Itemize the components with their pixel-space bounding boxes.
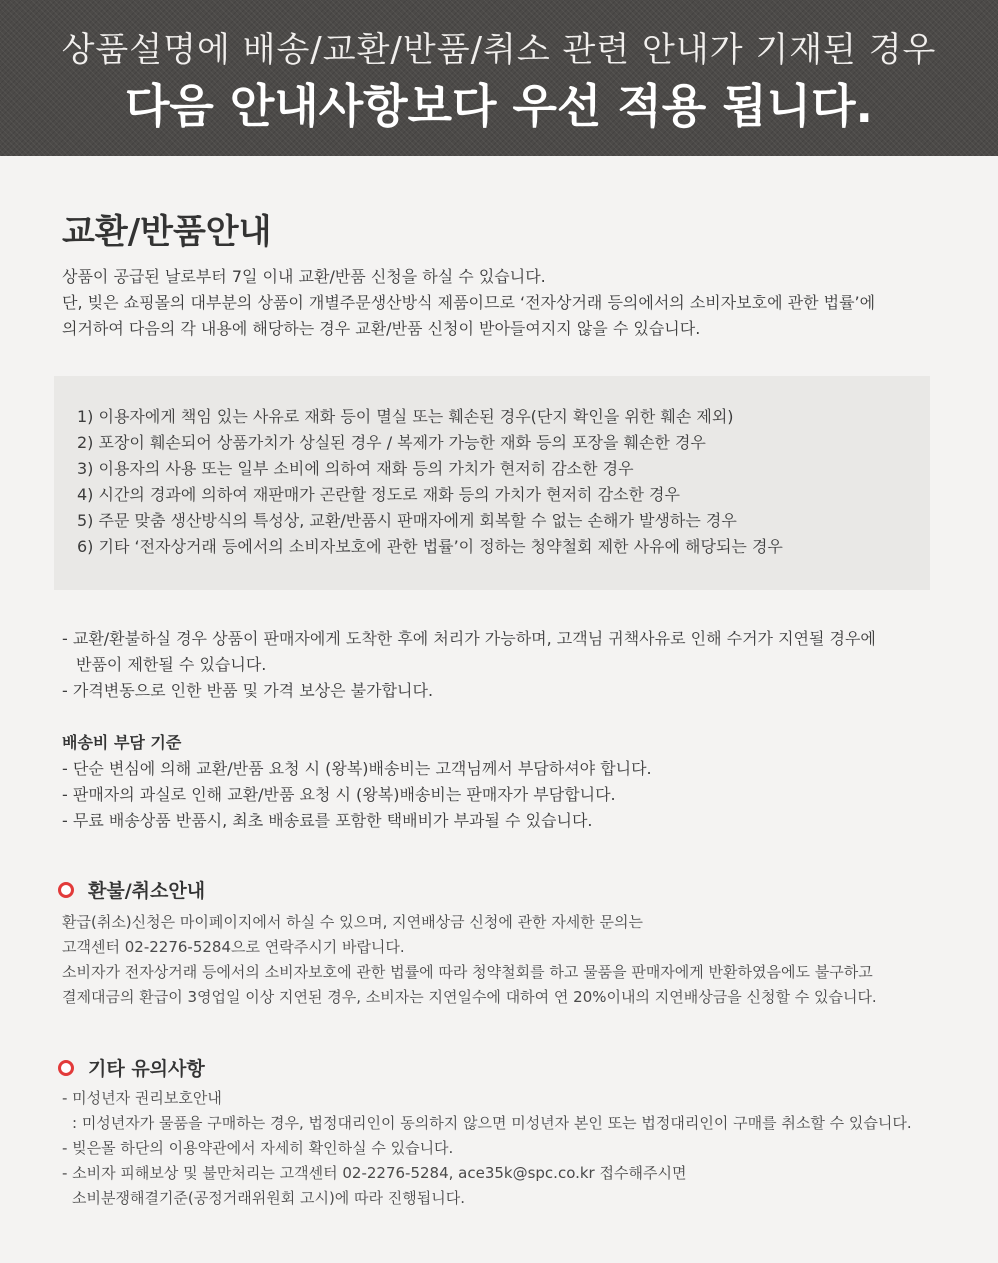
exchange-notes	[62, 626, 876, 704]
etc-line: - 빚은몰 하단의 이용약관에서 자세히 확인하실 수 있습니다.	[62, 1139, 454, 1157]
intro-line: 상품이 공급된 날로부터 7일 이내 교환/반품 신청을 하실 수 있습니다.	[62, 267, 546, 286]
shipping-cost-title: 배송비 부담 기준	[62, 733, 182, 752]
etc-line: - 소비자 피해보상 및 불만처리는 고객센터 02-2276-5284, ace35k@spc.co.kr 접수해주시면	[62, 1164, 687, 1182]
condition-item: 4) 시간의 경과에 의하여 재판매가 곤란할 정도로 재화 등의 가치가 현저히 감소한 경우	[77, 485, 680, 504]
etc-body	[62, 1086, 912, 1211]
banner-subtitle: 상품설명에 배송/교환/반품/취소 관련 안내가 기재된 경우	[61, 30, 937, 70]
condition-item: 5) 주문 맞춤 생산방식의 특성상, 교환/반품시 판매자에게 회복할 수 없는 손해가 발생하는 경우	[77, 511, 737, 530]
note-line: - 교환/환불하실 경우 상품이 판매자에게 도착한 후에 처리가 가능하며, 고객님 귀책사유로 인해 수거가 지연될 경우에	[62, 629, 876, 648]
condition-item: 3) 이용자의 사용 또는 일부 소비에 의하여 재화 등의 가치가 현저히 감소한 경우	[77, 459, 634, 478]
refund-line: 환급(취소)신청은 마이페이지에서 하실 수 있으며, 지연배상금 신청에 관한 자세한 문의는	[62, 913, 644, 931]
note-line-continued: 반품이 제한될 수 있습니다.	[76, 655, 267, 674]
condition-item: 2) 포장이 훼손되어 상품가치가 상실된 경우 / 복제가 가능한 재화 등의 포장을 훼손한 경우	[77, 433, 706, 452]
etc-section-header	[58, 1054, 205, 1081]
circle-bullet-icon	[58, 1060, 74, 1076]
etc-line: - 미성년자 권리보호안내	[62, 1089, 222, 1107]
conditions-box	[54, 376, 930, 590]
shipping-item: - 단순 변심에 의해 교환/반품 요청 시 (왕복)배송비는 고객님께서 부담하셔야 합니다.	[62, 759, 652, 778]
refund-line: 소비자가 전자상거래 등에서의 소비자보호에 관한 법률에 따라 청약철회를 하고 물품을 판매자에게 반환하였음에도 불구하고	[62, 963, 873, 981]
exchange-return-title: 교환/반품안내	[62, 212, 272, 252]
refund-line: 결제대금의 환급이 3영업일 이상 지연된 경우, 소비자는 지연일수에 대하여 연 20%이내의 지연배상금을 신청할 수 있습니다.	[62, 988, 877, 1006]
intro-line: 의거하여 다음의 각 내용에 해당하는 경우 교환/반품 신청이 받아들여지지 않을 수 있습니다.	[62, 319, 701, 338]
condition-item: 6) 기타 ‘전자상거래 등에서의 소비자보호에 관한 법률’이 정하는 청약철회 제한 사유에 해당되는 경우	[77, 537, 783, 556]
refund-section-header	[58, 876, 205, 903]
refund-line: 고객센터 02-2276-5284으로 연락주시기 바랍니다.	[62, 938, 405, 956]
circle-bullet-icon	[58, 882, 74, 898]
etc-line-continued: : 미성년자가 물품을 구매하는 경우, 법정대리인이 동의하지 않으면 미성년자 본인 또는 법정대리인이 구매를 취소할 수 있습니다.	[72, 1114, 912, 1132]
refund-title: 환불/취소안내	[88, 880, 206, 902]
shipping-cost-section	[62, 730, 652, 834]
exchange-intro	[62, 264, 875, 342]
refund-body	[62, 910, 877, 1010]
conditions-list	[77, 404, 783, 560]
etc-title: 기타 유의사항	[88, 1058, 205, 1080]
note-line: - 가격변동으로 인한 반품 및 가격 보상은 불가합니다.	[62, 681, 434, 700]
intro-line: 단, 빚은 쇼핑몰의 대부분의 상품이 개별주문생산방식 제품이므로 ‘전자상거래 등의에서의 소비자보호에 관한 법률’에	[62, 293, 876, 312]
banner-title: 다음 안내사항보다 우선 적용 됩니다.	[124, 79, 874, 133]
shipping-item: - 판매자의 과실로 인해 교환/반품 요청 시 (왕복)배송비는 판매자가 부담합니다.	[62, 785, 616, 804]
notice-banner	[0, 0, 998, 156]
condition-item: 1) 이용자에게 책임 있는 사유로 재화 등이 멸실 또는 훼손된 경우(단지 확인을 위한 훼손 제외)	[77, 407, 734, 426]
etc-line-continued: 소비분쟁해결기준(공정거래위원회 고시)에 따라 진행됩니다.	[72, 1189, 466, 1207]
shipping-item: - 무료 배송상품 반품시, 최초 배송료를 포함한 택배비가 부과될 수 있습니다.	[62, 811, 593, 830]
